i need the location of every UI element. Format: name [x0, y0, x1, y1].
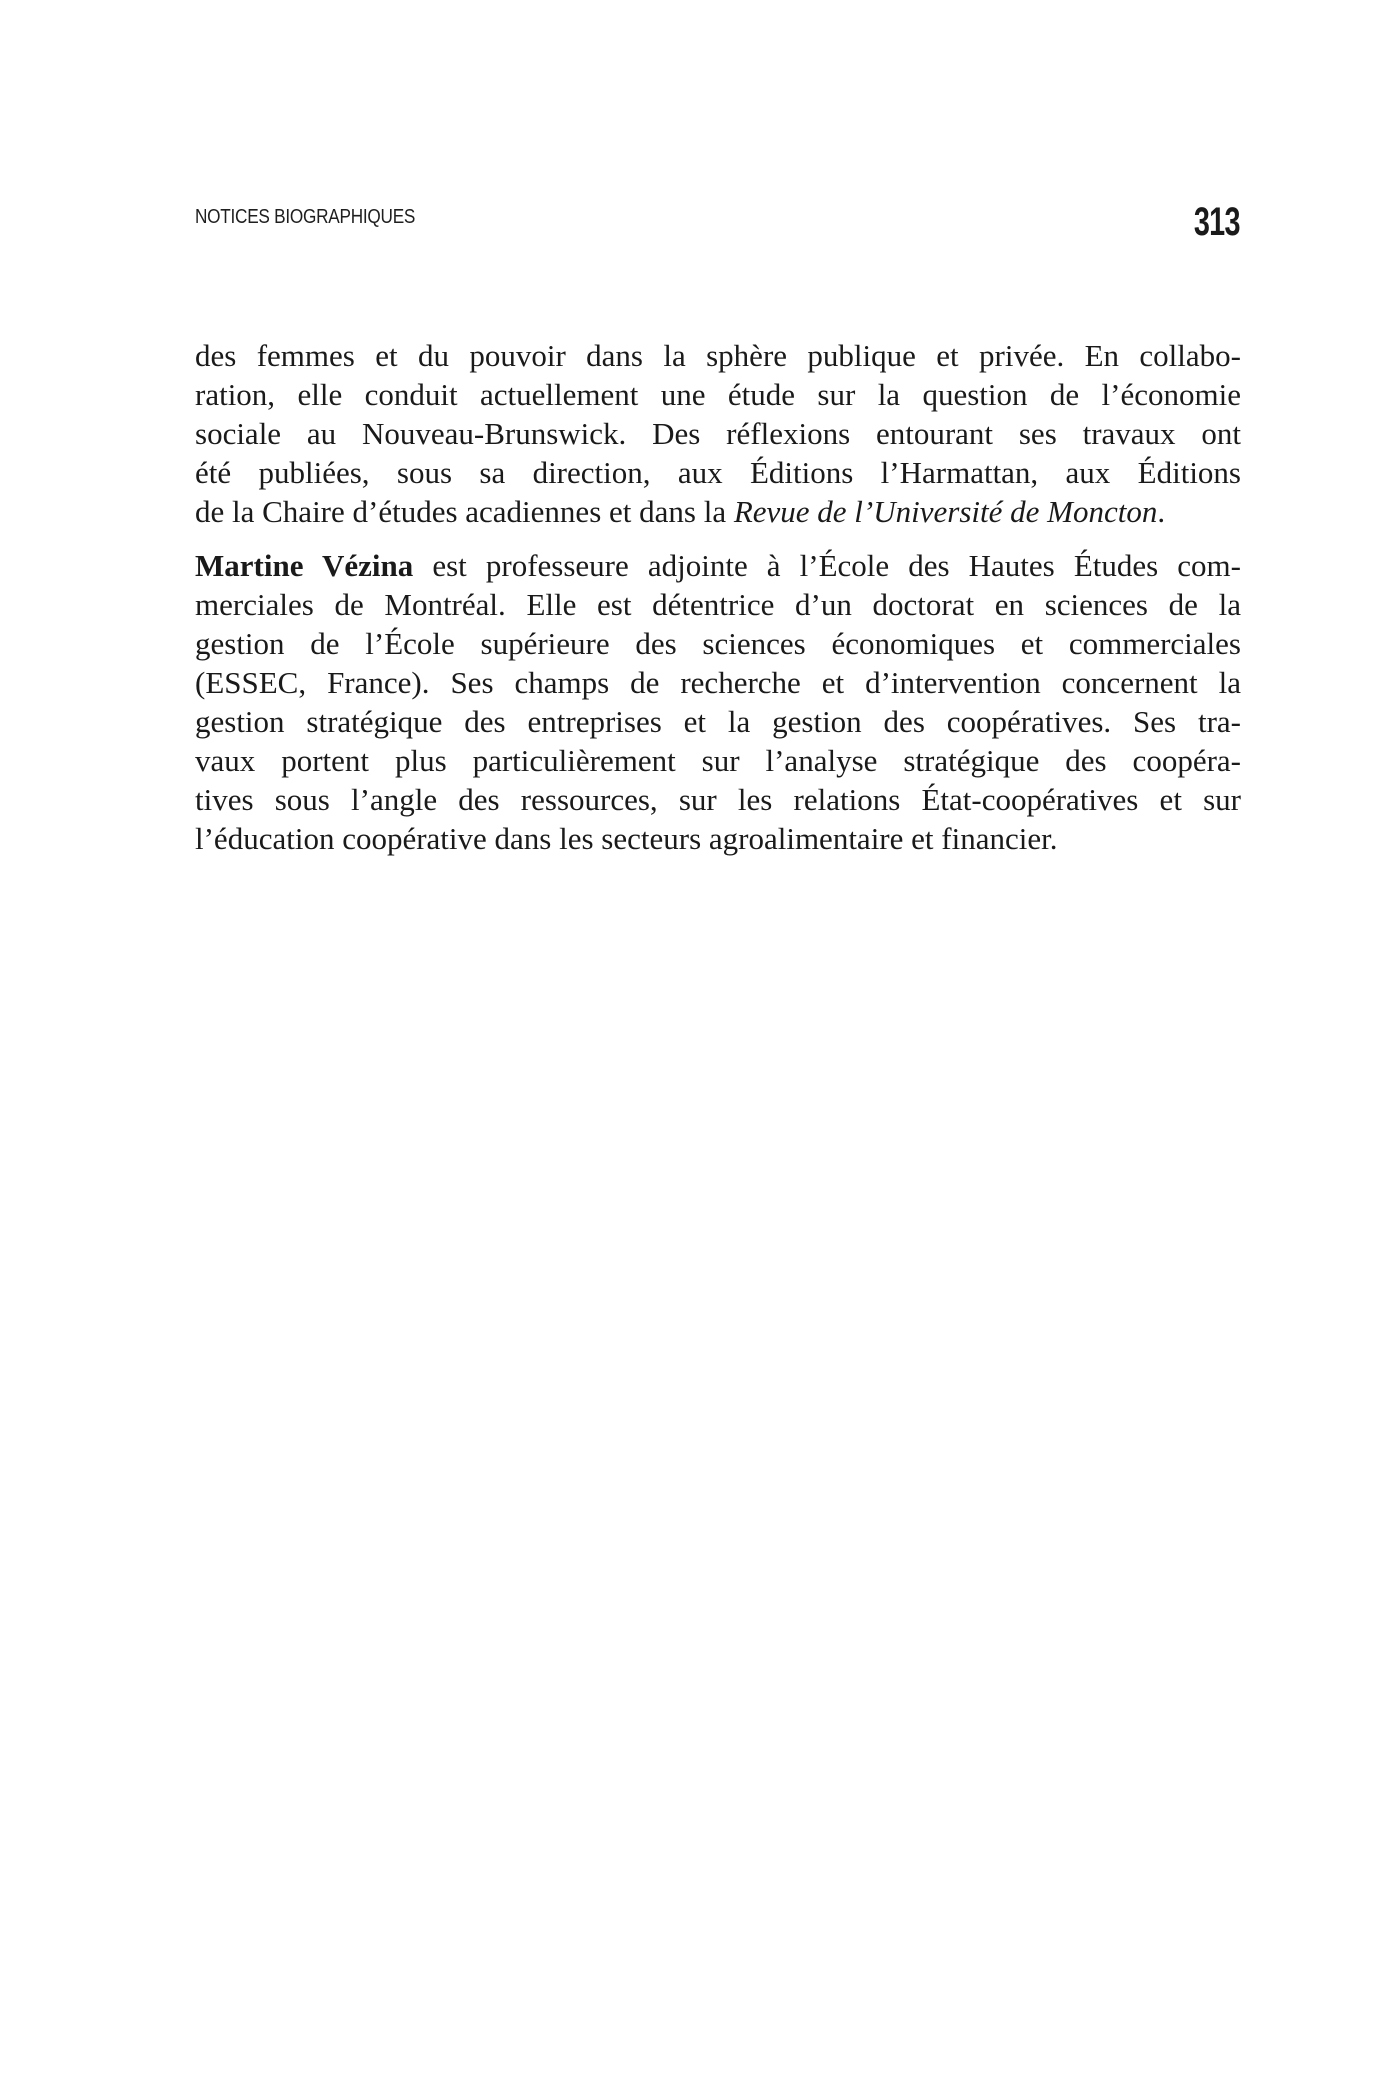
text-line — [195, 546, 1241, 585]
page-number: 313 — [1194, 200, 1240, 244]
text-line: l’éducation coopérative dans les secteurs agroalimentaire et financier. — [195, 821, 1058, 856]
text-line: gestion de l’École supérieure des sciences économiques et commerciales — [195, 626, 1241, 661]
text-line: tives sous l’angle des ressources, sur les relations État-coopératives et sur — [195, 782, 1241, 817]
text-line: sociale au Nouveau-Brunswick. Des réflexions entourant ses travaux ont — [195, 416, 1241, 451]
text-line: des femmes et du pouvoir dans la sphère publique et privée. En collabo- — [195, 338, 1241, 373]
text-segment: de la Chaire d’études acadiennes et dans la — [195, 494, 734, 529]
biography-name: Martine Vézina — [195, 548, 414, 583]
text-line: gestion stratégique des entreprises et la gestion des coopératives. Ses tra- — [195, 704, 1241, 739]
text-line: merciales de Montréal. Elle est détentrice d’un doctorat en sciences de la — [195, 587, 1241, 622]
text-line: vaux portent plus particulièrement sur l’analyse stratégique des coopéra- — [195, 743, 1241, 778]
text-line: été publiées, sous sa direction, aux Éditions l’Harmattan, aux Éditions — [195, 455, 1241, 490]
text-segment: . — [1157, 494, 1166, 529]
running-head: NOTICES BIOGRAPHIQUES — [195, 206, 416, 228]
biography-martine-vezina — [195, 546, 1241, 858]
body-text — [195, 336, 1241, 858]
text-line: ration, elle conduit actuellement une étude sur la question de l’économie — [195, 377, 1241, 412]
text-line: (ESSEC, France). Ses champs de recherche et d’intervention concernent la — [195, 665, 1241, 700]
paragraph-continuation — [195, 336, 1241, 531]
journal-title: Revue de l’Université de Moncton — [733, 494, 1158, 529]
text-line — [195, 492, 1241, 531]
text-segment: est professeure adjointe à l’École des Hautes Études com- — [413, 548, 1241, 583]
